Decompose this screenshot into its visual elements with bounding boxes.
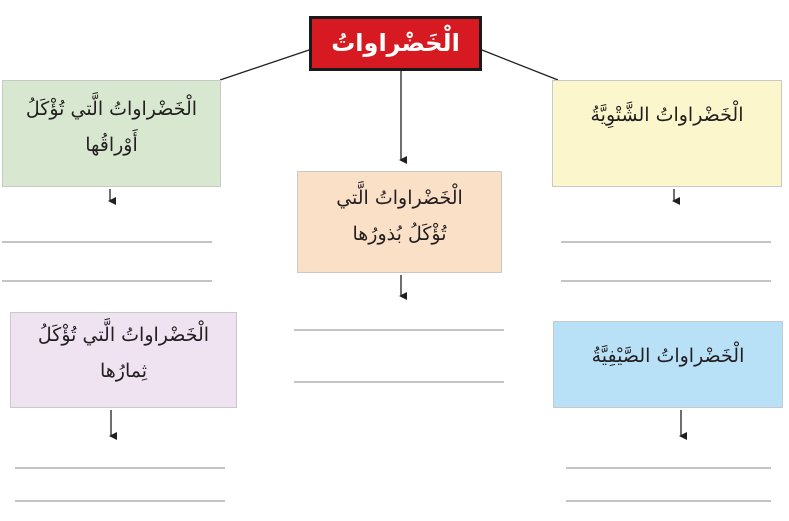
- box-summer-line1: الْخَضْراواتُ الصَّيْفِيَّةُ: [591, 345, 745, 367]
- box-leaves: [2, 80, 221, 187]
- box-fruits: [10, 312, 237, 408]
- box-leaves-line2: أَوْراقُها: [85, 134, 138, 157]
- box-winter-line1: الْخَضْراواتُ الشَّتْوِيَّةُ: [590, 104, 744, 126]
- box-summer: [553, 321, 783, 408]
- box-leaves-line1: الْخَضْراواتُ الَّتي تُؤْكَلُ: [25, 98, 198, 120]
- box-seeds: [297, 171, 502, 273]
- box-fruits-line2: ثِمارُها: [99, 360, 148, 383]
- box-fruits-line1: الْخَضْراواتُ الَّتي تُؤْكَلُ: [37, 324, 210, 346]
- box-winter: [552, 80, 782, 187]
- connector-title-to-green: [220, 50, 309, 80]
- box-seeds-line2: تُؤْكَلُ بُذورُها: [352, 223, 447, 246]
- diagram-title: الْخَضْراواتُ: [309, 16, 482, 71]
- box-seeds-line1: الْخَضْراواتُ الَّتي: [336, 187, 463, 209]
- connector-title-to-yellow: [482, 50, 558, 80]
